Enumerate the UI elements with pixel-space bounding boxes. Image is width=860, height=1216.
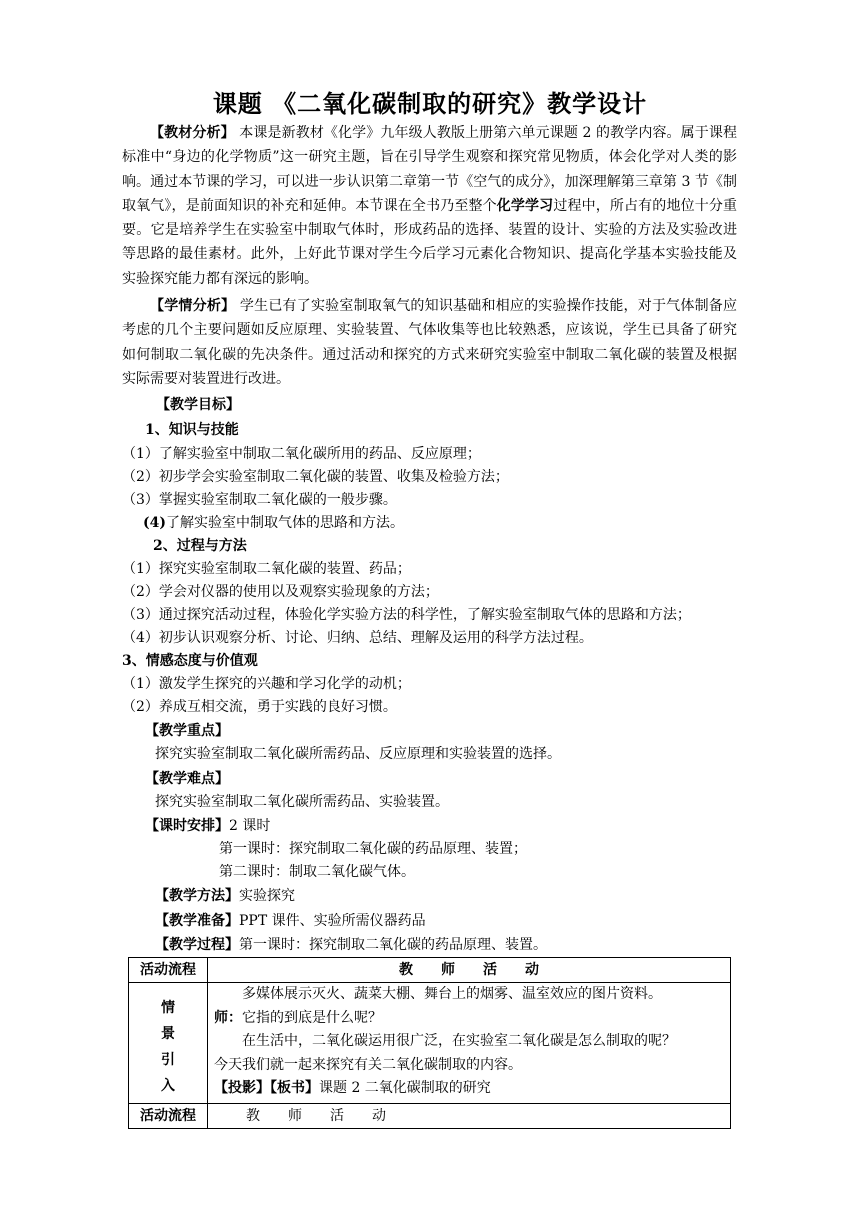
knowledge-item-4: [143, 513, 404, 533]
key-point-label: 【教学重点】: [145, 723, 229, 739]
page-title: 课题 《二氧化碳制取的研究》教学设计: [212, 89, 648, 118]
emotion-heading: 3、情感态度与价值观: [122, 653, 258, 669]
student-analysis-paragraph: [122, 294, 737, 391]
process-item-4: （4）初步认识观察分析、讨论、归纳、总结、理解及运用的科学方法过程。: [122, 630, 593, 646]
knowledge-item-4-text: 了解实验室中制取气体的思路和方法。: [166, 515, 404, 531]
objectives-label: 【教学目标】: [156, 397, 240, 413]
label-char-3: 引: [161, 1052, 175, 1068]
method-line: [155, 886, 295, 906]
label-char-1: 情: [161, 1000, 175, 1016]
process-item-2: （2）学会对仪器的使用以及观察实验现象的方法；: [122, 584, 439, 600]
preparation-value: PPT 课件、实验所需仪器药品: [239, 913, 426, 929]
process-section-value: 第一课时：探究制取二氧化碳的药品原理、装置。: [239, 937, 547, 953]
teacher-question: 它指的到底是什么呢？: [242, 1009, 382, 1026]
student-analysis-label: 【学情分析】: [150, 298, 236, 314]
footer-activity-flow: 活动流程: [129, 1104, 208, 1129]
process-heading: 2、过程与方法: [153, 538, 247, 554]
schedule-label: 【课时安排】: [145, 818, 229, 834]
label-char-2: 景: [161, 1026, 175, 1042]
activity-table: [128, 957, 731, 1129]
emotion-item-1: （1）激发学生探究的兴趣和学习化学的动机；: [122, 676, 411, 692]
teacher-prefix: 师：: [214, 1009, 242, 1026]
material-analysis-text-after: 过程中，所占有的地位十分重要。它是培养学生在实验室中制取气体时，形成药品的选择、装置的设计、实验的方法及实验改进等思路的最佳素材。此外，上好此节课对学生今后学习元素化合物知识、提高化学基本实验技能及实验探究能力都有深远的影响。: [122, 197, 738, 287]
knowledge-item-2: （2）初步学会实验室制取二氧化碳的装置、收集及检验方法；: [122, 469, 509, 485]
situation-intro-content: [208, 983, 731, 1104]
emotion-item-2: （2）养成互相交流，勇于实践的良好习惯。: [122, 699, 397, 715]
knowledge-item-4-number: (4): [143, 515, 166, 531]
content-line-4: 今天我们就一起来探究有关二氧化碳制取的内容。: [214, 1056, 522, 1073]
preparation-label: 【教学准备】: [155, 913, 239, 929]
process-section-label: 【教学过程】: [155, 937, 239, 953]
schedule-value: 2 课时: [229, 818, 271, 834]
header-activity-flow: 活动流程: [129, 958, 208, 983]
footer-teacher-activity: 教 师 活 动: [208, 1104, 731, 1129]
content-line-5: [208, 1077, 730, 1101]
knowledge-heading: 1、知识与技能: [145, 422, 239, 438]
preparation-line: [155, 911, 426, 931]
student-analysis-text: 学生已有了实验室制取氧气的知识基础和相应的实验操作技能，对于气体制备应考虑的几个主要问题如反应原理、实验装置、气体收集等也比较熟悉，应该说，学生已具备了研究如何制取二氧化碳的先决条件。通过活动和探究的方式来研究实验室中制取二氧化碳的装置及根据实际需要对装置进行改进。: [122, 298, 738, 387]
material-analysis-text: 本课是新教材《化学》九年级人教版上册第六单元课题 2 的教学内容。属于课程标准中“身边的化学物质”这一研究主题，旨在引导学生观察和探究常见物质，体会化学对人类的影响。通过本节课的学习，可以进一步认识第二章第一节《空气的成分》，加深理解第三章第 3 节《制取氧气》，是前面知识的补充和延伸。本节课在全书乃至整个: [122, 125, 738, 214]
material-analysis-label: 【教材分析】: [150, 125, 235, 141]
difficulty-label: 【教学难点】: [145, 771, 229, 787]
method-label: 【教学方法】: [155, 888, 239, 904]
board-title: 课题 2 二氧化碳制取的研究: [319, 1080, 491, 1096]
process-item-1: （1）探究实验室制取二氧化碳的装置、药品；: [122, 561, 411, 577]
knowledge-item-1: （1）了解实验室中制取二氧化碳所用的药品、反应原理；: [122, 446, 481, 462]
situation-intro-label: [129, 983, 208, 1104]
process-section-line: [155, 935, 547, 955]
header-teacher-activity: 教 师 活 动: [208, 958, 731, 983]
label-char-4: 入: [161, 1078, 175, 1094]
schedule-lesson-2: 第二课时：制取二氧化碳气体。: [219, 864, 415, 880]
content-line-3: 在生活中，二氧化碳运用很广泛，在实验室二氧化碳是怎么制取的呢？: [242, 1033, 676, 1049]
process-item-3: （3）通过探究活动过程，体验化学实验方法的科学性，了解实验室制取气体的思路和方法；: [122, 607, 691, 623]
material-analysis-bold-phrase: 化学学习: [496, 197, 554, 214]
method-value: 实验探究: [239, 888, 295, 904]
projection-tags: 【投影】【板书】: [214, 1080, 319, 1096]
table-row: [129, 983, 731, 1104]
content-line-2: [208, 1007, 730, 1031]
schedule-line: [145, 816, 270, 836]
difficulty-text: 探究实验室制取二氧化碳所需药品、实验装置。: [155, 794, 449, 810]
material-analysis-paragraph: [122, 121, 737, 291]
content-line-1: 多媒体展示灭火、蔬菜大棚、舞台上的烟雾、温室效应的图片资料。: [242, 986, 662, 1002]
knowledge-item-3: （3）掌握实验室制取二氧化碳的一般步骤。: [122, 492, 397, 508]
schedule-lesson-1: 第一课时：探究制取二氧化碳的药品原理、装置；: [219, 841, 527, 857]
table-footer-row: [129, 1104, 731, 1129]
table-header-row: [129, 958, 731, 983]
key-point-text: 探究实验室制取二氧化碳所需药品、反应原理和实验装置的选择。: [155, 746, 561, 762]
